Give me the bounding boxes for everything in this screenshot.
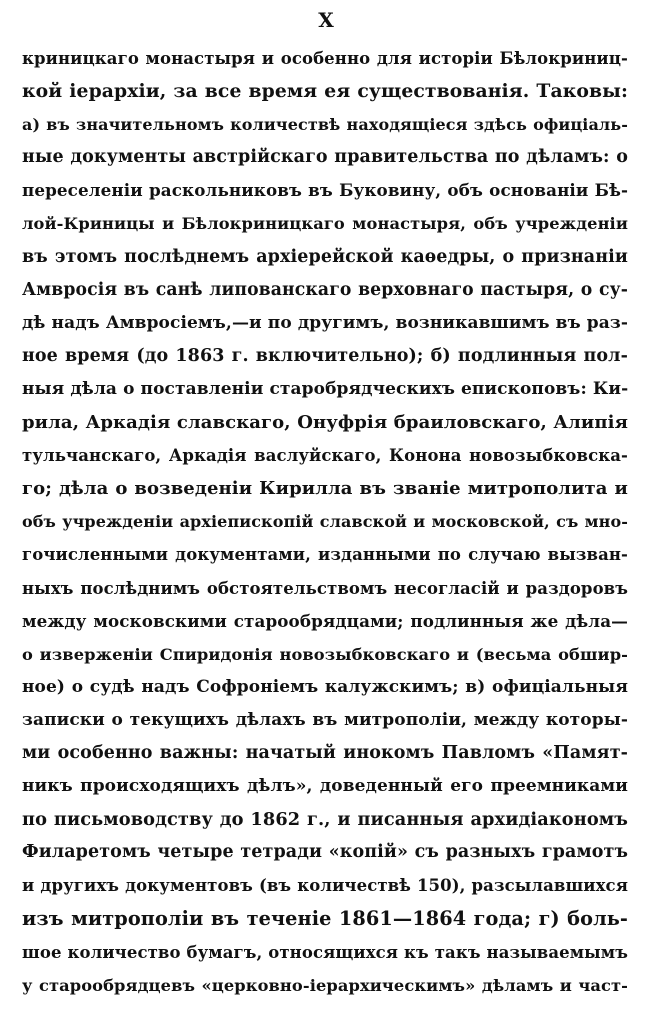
text-line: лой-Криницы и Бѣлокриницкаго монастыря, объ учрежденіи [22, 214, 628, 234]
text-line: ныя дѣла о поставленіи старобрядческихъ епископовъ: Ки- [22, 378, 629, 399]
body-text [22, 42, 628, 1002]
text-line: го; дѣла о возведеніи Кирилла въ званіе митрополита и [22, 478, 628, 500]
text-line: кой іерархіи, за все время ея существованія. Таковы: [22, 80, 628, 103]
text-line: по письмоводству до 1862 г., и писанныя архидіакономъ [22, 809, 628, 831]
text-line: тульчанскаго, Аркадія васлуйскаго, Конона новозыбковска- [22, 446, 628, 466]
text-line: ми особенно важны: начатый инокомъ Павломъ «Памят- [22, 742, 628, 763]
text-line: дѣ надъ Амвросіемъ,—и по другимъ, возникавшимъ въ раз- [22, 312, 628, 333]
text-line: ное) о судѣ надъ Софроніемъ калужскимъ; в) офиціальныя [22, 676, 628, 697]
text-line: переселеніи раскольниковъ въ Буковину, объ основаніи Бѣ- [22, 180, 628, 201]
text-line: гочисленными документами, изданными по случаю вызван- [22, 545, 628, 565]
text-line: криницкаго монастыря и особенно для исторіи Бѣлокриниц- [22, 49, 628, 68]
text-line: объ учрежденіи архіепископій славской и московской, съ мно- [22, 512, 628, 532]
text-line: у старообрядцевъ «церковно-іерархическимъ» дѣламъ и част- [22, 975, 628, 995]
text-line: никъ происходящихъ дѣлъ», доведенный его преемниками [22, 776, 628, 797]
text-line: шое количество бумагъ, относящихся къ такъ называемымъ [22, 942, 628, 962]
text-line: въ этомъ послѣднемъ архіерейской каѳедры, о признаніи [22, 246, 628, 267]
page-number: X [318, 8, 334, 32]
text-line: изъ митрополіи въ теченіе 1861—1864 года; г) боль- [22, 907, 628, 931]
text-line: ные документы австрійскаго правительства по дѣламъ: о [22, 147, 628, 168]
text-line: ныхъ послѣднимъ обстоятельствомъ несогласій и раздоровъ [22, 578, 628, 598]
text-line: рила, Аркадія славскаго, Онуфрія браиловскаго, Алипія [22, 412, 628, 434]
text-line: Филаретомъ четыре тетради «копій» съ разныхъ грамотъ [22, 842, 628, 863]
text-line: записки о текущихъ дѣлахъ въ митрополіи, между которы- [22, 709, 628, 730]
text-line: ное время (до 1863 г. включительно); б) подлинныя пол- [22, 345, 628, 366]
text-line: о изверженіи Спиридонія новозыбковскаго и (весьма обшир- [22, 644, 628, 664]
text-line: а) въ значительномъ количествѣ находящіеся здѣсь офиціаль- [22, 115, 628, 135]
text-line: и другихъ документовъ (въ количествѣ 150), разсылавшихся [22, 876, 628, 896]
text-line: Амвросія въ санѣ липованскаго верховнаго пастыря, о су- [22, 279, 628, 300]
text-line: между московскими старообрядцами; подлинныя же дѣла— [22, 610, 628, 631]
